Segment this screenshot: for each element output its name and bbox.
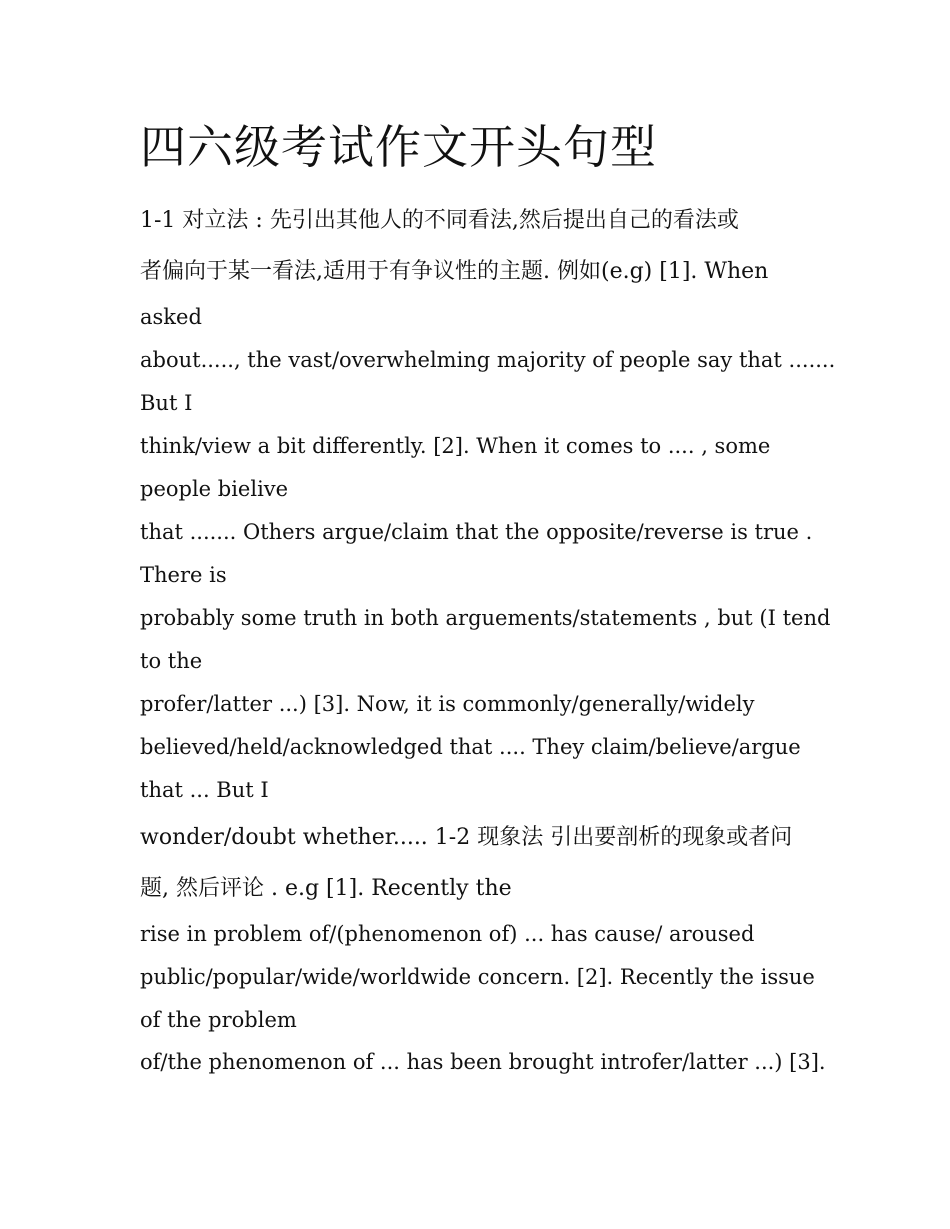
body-line: public/popular/wide/worldwide concern. [2]. Recently the issue (140, 965, 815, 989)
body-line: probably some truth in both arguements/statements , but (I tend (140, 606, 831, 630)
body-line: profer/latter ...) [3]. Now, it is commonly/generally/widely (140, 692, 755, 716)
body-line: of/the phenomenon of ... has been brought introfer/latter ...) [3]. (140, 1050, 826, 1074)
body-line: of the problem (140, 1008, 297, 1032)
body-line: rise in problem of/(phenomenon of) ... has cause/ aroused (140, 922, 755, 946)
body-line: that ... But I (140, 778, 269, 802)
body-line: 1-1 对立法 : 先引出其他人的不同看法,然后提出自己的看法或 (140, 208, 739, 233)
body-line: believed/held/acknowledged that .... They claim/believe/argue (140, 735, 801, 759)
body-line: to the (140, 649, 203, 673)
body-line: 题, 然后评论 . e.g [1]. Recently the (140, 876, 512, 901)
body-line: 者偏向于某一看法,适用于有争议性的主题. 例如(e.g) [1]. When (140, 259, 769, 284)
body-line: that ....... Others argue/claim that the opposite/reverse is true . (140, 520, 813, 544)
body-line: There is (140, 563, 227, 587)
body-line: about....., the vast/overwhelming majority of people say that ....... (140, 348, 836, 372)
body-line: think/view a bit differently. [2]. When it comes to .... , some (140, 434, 771, 458)
body-line: But I (140, 391, 193, 415)
document-title: 四六级考试作文开头句型 (140, 120, 657, 174)
body-line: asked (140, 305, 202, 329)
body-line: wonder/doubt whether..... 1-2 现象法 引出要剖析的现象或者问 (140, 825, 793, 850)
body-line: people bielive (140, 477, 289, 501)
